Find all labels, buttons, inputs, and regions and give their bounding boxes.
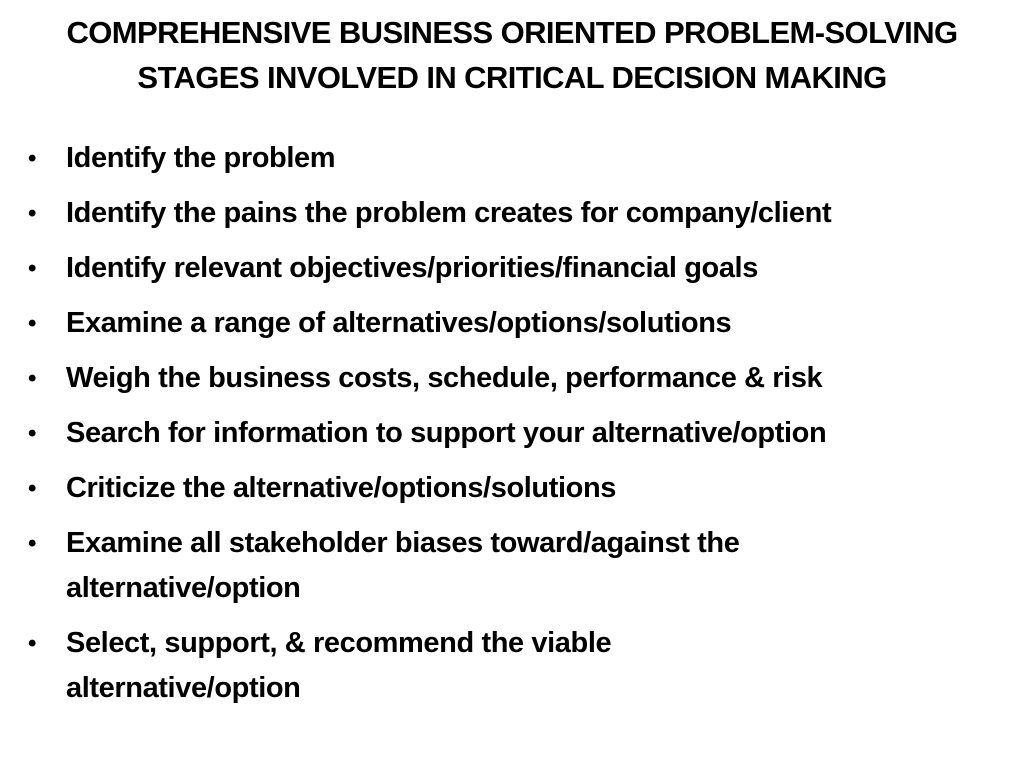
list-item-text: Criticize the alternative/options/solutions xyxy=(66,472,616,504)
bullet-dot-icon: • xyxy=(28,255,37,282)
list-item-text: Search for information to support your alternative/option xyxy=(66,417,827,449)
list-item-examine-biases xyxy=(28,521,1008,611)
bullet-dot-icon: • xyxy=(28,200,37,227)
list-item-text xyxy=(66,621,1008,711)
list-item-text-line-2: alternative/option xyxy=(66,572,301,604)
slide-title-line-2: STAGES INVOLVED IN CRITICAL DECISION MAKING xyxy=(137,60,887,95)
list-item-text: Identify the problem xyxy=(66,142,336,174)
bullet-dot-icon: • xyxy=(28,365,37,392)
list-item-text xyxy=(66,521,1008,611)
slide-title xyxy=(0,10,1024,100)
list-item-criticize-alternatives xyxy=(28,466,1008,511)
bullet-dot-icon: • xyxy=(28,310,37,337)
list-item-identify-objectives xyxy=(28,246,1008,291)
bullet-dot-icon: • xyxy=(28,630,37,657)
bullet-dot-icon: • xyxy=(28,475,37,502)
list-item-weigh-costs xyxy=(28,356,1008,401)
bullet-dot-icon: • xyxy=(28,420,37,447)
list-item-text-line-1: Select, support, & recommend the viable xyxy=(66,627,612,659)
list-item-text-line-2: alternative/option xyxy=(66,672,301,704)
list-item-identify-pains xyxy=(28,191,1008,236)
list-item-search-information xyxy=(28,411,1008,456)
slide-title-line-1: COMPREHENSIVE BUSINESS ORIENTED PROBLEM-SOLVING xyxy=(66,15,958,50)
list-item-text: Identify relevant objectives/priorities/financial goals xyxy=(66,252,758,284)
list-item-select-recommend xyxy=(28,621,1008,711)
list-item-examine-alternatives xyxy=(28,301,1008,346)
list-item-text: Examine a range of alternatives/options/solutions xyxy=(66,307,732,339)
list-item-text: Weigh the business costs, schedule, performance & risk xyxy=(66,362,823,394)
list-item-identify-problem xyxy=(28,136,1008,181)
bullet-dot-icon: • xyxy=(28,145,37,172)
bullet-list xyxy=(28,136,1008,721)
bullet-dot-icon: • xyxy=(28,530,37,557)
list-item-text-line-1: Examine all stakeholder biases toward/against the xyxy=(66,527,740,559)
list-item-text: Identify the pains the problem creates for company/client xyxy=(66,197,832,229)
